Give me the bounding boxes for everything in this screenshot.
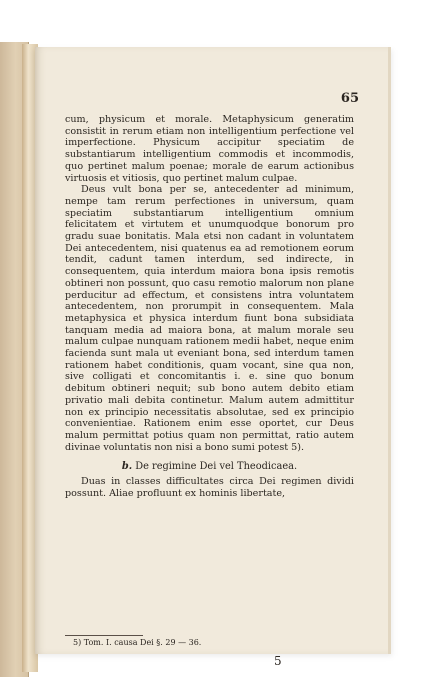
paragraph: cum, physicum et morale. Metaphysicum generatim consistit in rerum etiam non intelligentium perfectione vel imperfectione. Physicum accipitur speciatim de substantiarum intelligentium commodis et incommodis, quo pertinet malum poenae; morale de earum actionibus virtuosis et vitiosis, quo pertinet malum culpae.: [65, 114, 354, 184]
section-title: De regimine Dei vel Theodicaea.: [135, 461, 298, 473]
body-text: [65, 114, 354, 500]
section-letter: b.: [121, 461, 133, 473]
footnote-rule: [65, 635, 143, 636]
book-page: [35, 47, 391, 668]
page-right-edge: [388, 47, 391, 654]
paragraph: Deus vult bona per se, antecedenter ad minimum, nempe tam rerum perfectiones in universum, quam speciatim substantiarum intelligentium omnium felicitatem et virtutem et unumquodque bonorum pro gradu suae bonitatis. Mala etsi non cadant in voluntatem Dei antecedentem, nisi quatenus ea ad remotionem eorum tendit, cadunt tamen interdum, sed indirecte, in consequentem, quia interdum maiora bona ipsis remotis obtineri non possunt, quo casu remotio malorum non plane perducitur ad effectum, et consistens intra voluntatem antecedentem, non prorumpit in consequentem. Mala metaphysica et physica interdum fiunt bona subsidiata tanquam media ad maiora bona, at malum morale seu malum culpae nunquam rationem medii habet, neque enim facienda sunt mala ut eveniant bona, sed interdum tamen rationem habet conditionis, quam vocant, sine qua non, sive colligati et concomitantis i. e. sine quo bonum debitum obtineri nequit; sub bono autem debito etiam privatio mali debita continetur. Malum autem admittitur non ex principio necessitatis absolutae, sed ex principio convenientiae. Rationem enim esse oportet, cur Deus malum permittat potius quam non permittat, ratio autem divinae voluntatis non nisi a bono sumi potest 5).: [65, 184, 354, 453]
footnote: 5) Tom. I. causa Dei §. 29 — 36.: [73, 638, 202, 647]
section-heading: [65, 461, 354, 473]
page-number: 65: [340, 91, 359, 106]
paragraph: Duas in classes difficultates circa Dei regimen dividi possunt. Aliae profluunt ex hominis libertate,: [65, 476, 354, 499]
signature-mark: 5: [274, 654, 282, 668]
